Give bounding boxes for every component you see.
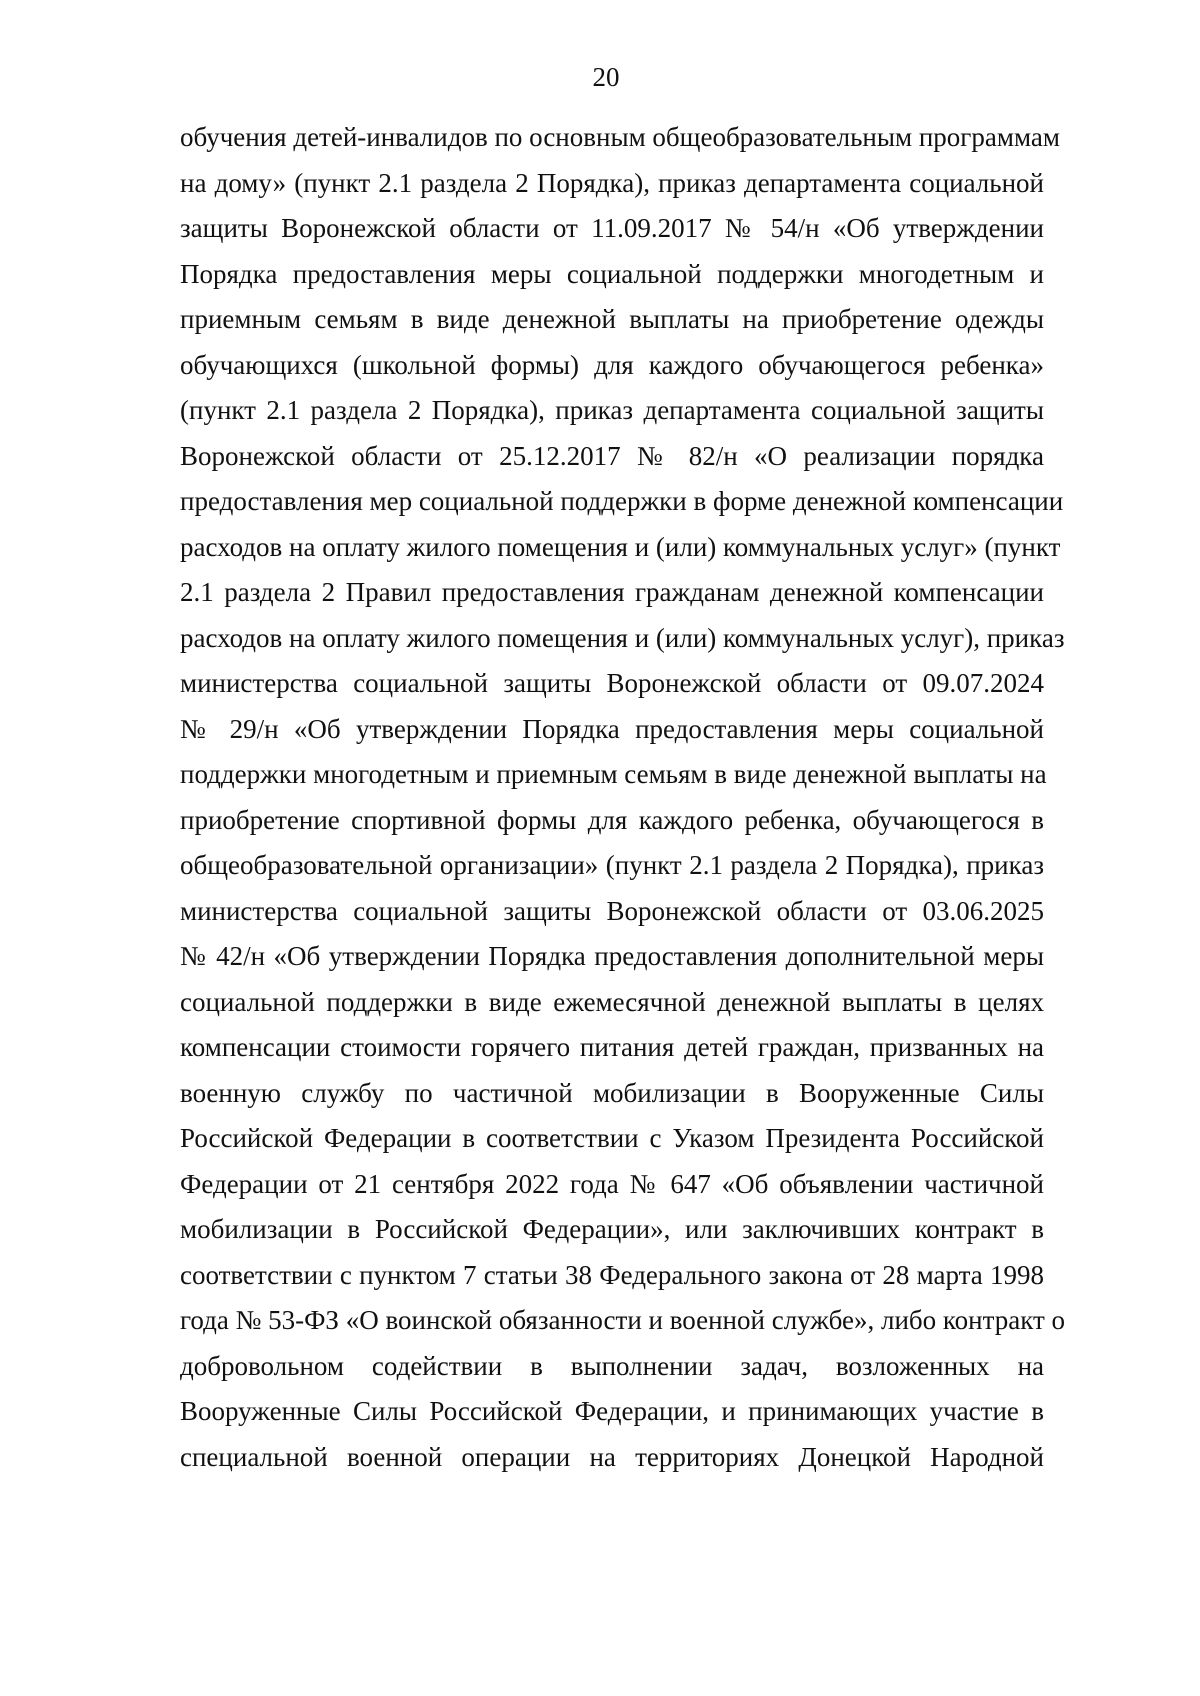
- body-text: [180, 115, 1066, 1480]
- text-line: Вооруженные Силы Российской Федерации, и принимающих участие в: [180, 1396, 1044, 1426]
- text-line: № 29/н «Об утверждении Порядка предоставления меры социальной: [180, 713, 1044, 744]
- text-line: обучения детей-инвалидов по основным общеобразовательным программам: [180, 122, 1060, 152]
- text-line: предоставления мер социальной поддержки в форме денежной компенсации: [180, 486, 1064, 516]
- text-line: социальной поддержки в виде ежемесячной денежной выплаты в целях: [180, 986, 1044, 1017]
- text-line: обучающихся (школьной формы) для каждого обучающегося ребенка»: [180, 349, 1044, 380]
- text-line: Федерации от 21 сентября 2022 года № 647 «Об объявлении частичной: [180, 1168, 1044, 1199]
- text-line: Воронежской области от 25.12.2017 № 82/н «О реализации порядка: [180, 440, 1044, 471]
- text-line: добровольном содействии в выполнении задач, возложенных на: [180, 1350, 1044, 1381]
- text-line: (пункт 2.1 раздела 2 Порядка), приказ департамента социальной защиты: [180, 395, 1044, 425]
- text-line: 2.1 раздела 2 Правил предоставления гражданам денежной компенсации: [180, 577, 1044, 607]
- text-line: специальной военной операции на территориях Донецкой Народной: [180, 1441, 1044, 1472]
- text-line: министерства социальной защиты Воронежской области от 03.06.2025: [180, 895, 1044, 926]
- text-line: мобилизации в Российской Федерации», или заключивших контракт в: [180, 1214, 1044, 1244]
- text-line: Порядка предоставления меры социальной поддержки многодетным и: [180, 258, 1044, 289]
- text-line: министерства социальной защиты Воронежской области от 09.07.2024: [180, 668, 1044, 698]
- text-line: поддержки многодетным и приемным семьям в виде денежной выплаты на: [180, 759, 1047, 789]
- text-line: года № 53-ФЗ «О воинской обязанности и военной службе», либо контракт о: [180, 1305, 1066, 1335]
- text-line: общеобразовательной организации» (пункт 2.1 раздела 2 Порядка), приказ: [180, 850, 1044, 880]
- text-line: компенсации стоимости горячего питания детей граждан, призванных на: [180, 1032, 1044, 1062]
- text-line: на дому» (пункт 2.1 раздела 2 Порядка), приказ департамента социальной: [180, 167, 1044, 198]
- text-line: соответствии с пунктом 7 статьи 38 Федерального закона от 28 марта 1998: [180, 1259, 1044, 1290]
- text-line: расходов на оплату жилого помещения и (или) коммунальных услуг), приказ: [180, 622, 1065, 653]
- text-line: расходов на оплату жилого помещения и (или) коммунальных услуг» (пункт: [180, 531, 1061, 562]
- page-number: 20: [592, 62, 620, 92]
- text-line: № 42/н «Об утверждении Порядка предоставления дополнительной меры: [180, 941, 1044, 971]
- text-line: военную службу по частичной мобилизации в Вооруженные Силы: [180, 1077, 1044, 1108]
- text-line: приемным семьям в виде денежной выплаты на приобретение одежды: [180, 304, 1044, 334]
- text-line: защиты Воронежской области от 11.09.2017 № 54/н «Об утверждении: [180, 213, 1044, 243]
- text-line: Российской Федерации в соответствии с Указом Президента Российской: [180, 1123, 1044, 1153]
- text-line: приобретение спортивной формы для каждого ребенка, обучающегося в: [180, 804, 1044, 835]
